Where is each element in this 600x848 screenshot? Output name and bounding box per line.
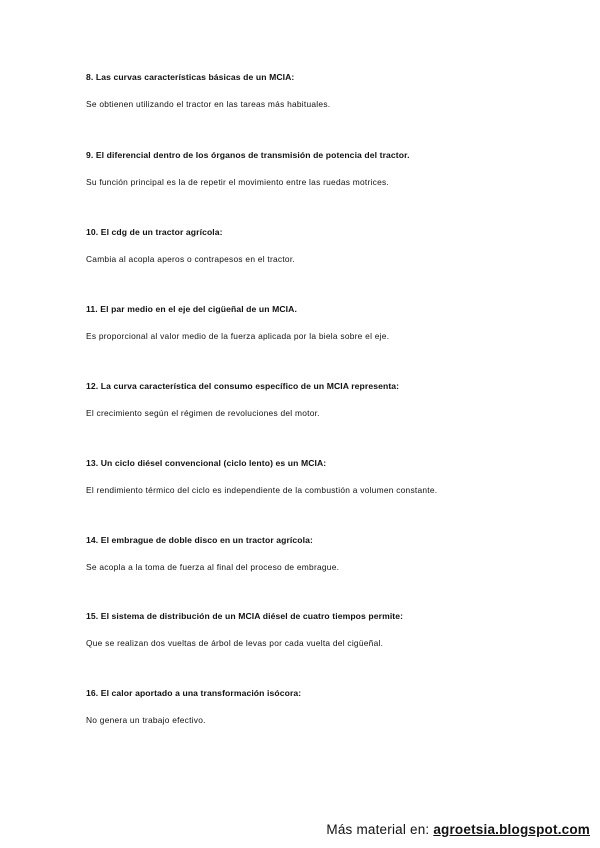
question-text: 11. El par medio en el eje del cigüeñal de un MCIA. [86,304,297,314]
question-block-12 [86,380,586,419]
question-text: 15. El sistema de distribución de un MCIA diésel de cuatro tiempos permite: [86,611,404,621]
question-block-8 [86,71,586,110]
answer-text: Que se realizan dos vueltas de árbol de levas por cada vuelta del cigüeñal. [86,638,384,648]
blog-link[interactable]: agroetsia.blogspot.com [433,822,590,837]
question-block-10 [86,226,586,265]
answer-text: Es proporcional al valor medio de la fuerza aplicada por la biela sobre el eje. [86,331,390,341]
question-block-13 [86,457,586,496]
question-text: 12. La curva característica del consumo específico de un MCIA representa: [86,381,400,391]
question-block-11 [86,303,586,342]
question-text: 10. El cdg de un tractor agrícola: [86,227,223,237]
answer-text: Cambia al acopla aperos o contrapesos en el tractor. [86,254,295,264]
answer-text: El rendimiento térmico del ciclo es independiente de la combustión a volumen constante. [86,485,438,495]
question-block-15 [86,610,586,649]
question-text: 16. El calor aportado a una transformación isócora: [86,688,302,698]
question-block-14 [86,534,586,573]
question-text: 14. El embrague de doble disco en un tractor agrícola: [86,535,313,545]
answer-text: Se obtienen utilizando el tractor en las tareas más habituales. [86,99,331,109]
footer-prefix: Más material en: [326,822,434,837]
answer-text: Su función principal es la de repetir el movimiento entre las ruedas motrices. [86,177,389,187]
question-block-16 [86,687,586,726]
question-text: 9. El diferencial dentro de los órganos de transmisión de potencia del tractor. [86,150,410,160]
question-text: 8. Las curvas características básicas de un MCIA: [86,72,295,82]
answer-text: No genera un trabajo efectivo. [86,715,206,725]
question-block-9 [86,149,586,188]
question-text: 13. Un ciclo diésel convencional (ciclo lento) es un MCIA: [86,458,327,468]
answer-text: El crecimiento según el régimen de revoluciones del motor. [86,408,320,418]
footer-credit [326,822,590,837]
answer-text: Se acopla a la toma de fuerza al final del proceso de embrague. [86,562,340,572]
